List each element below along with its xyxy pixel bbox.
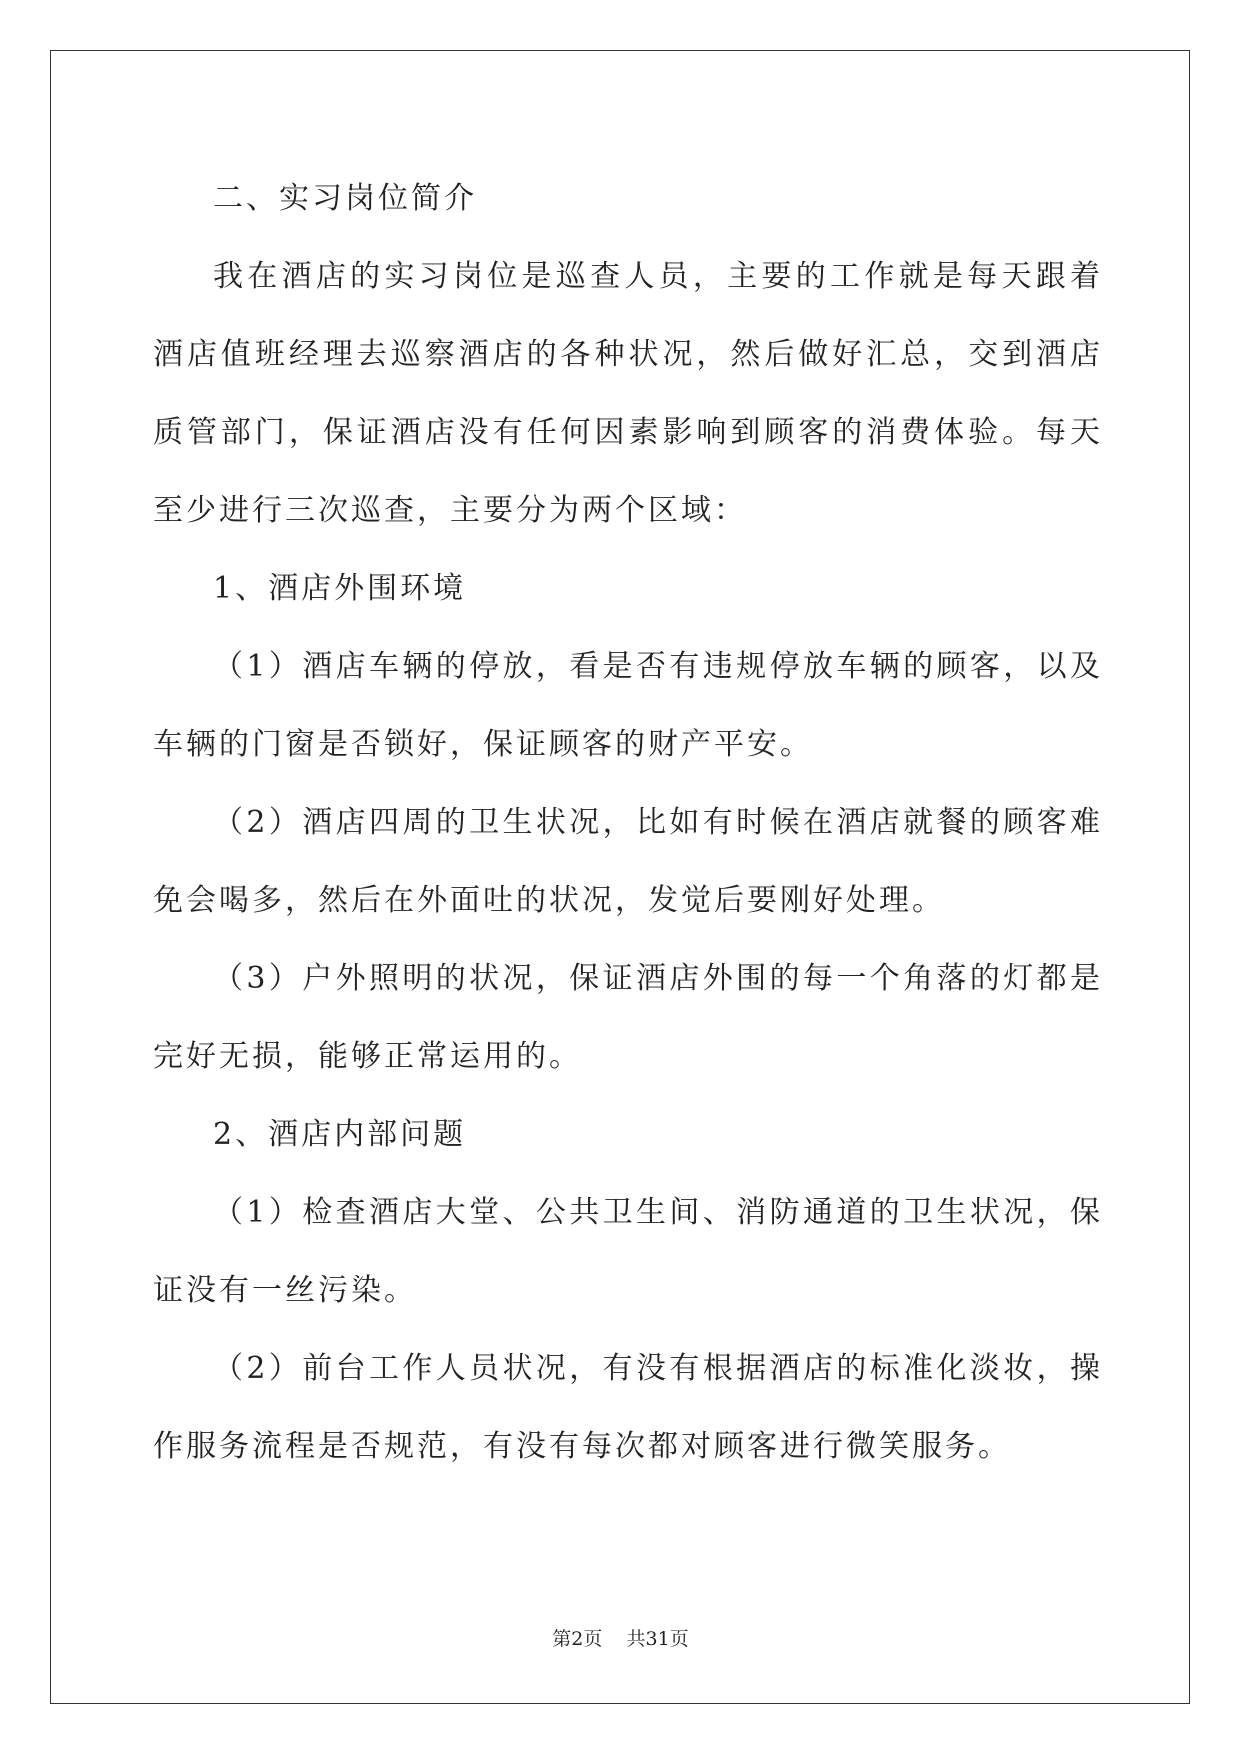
page-total: 共31页 (626, 1628, 689, 1650)
page-footer (0, 1624, 1241, 1651)
paragraph: （3）户外照明的状况，保证酒店外围的每一个角落的灯都是完好无损，能够正常运用的。 (153, 961, 1103, 1074)
paragraph: （1）酒店车辆的停放，看是否有违规停放车辆的顾客，以及车辆的门窗是否锁好，保证顾客的财产平安。 (153, 649, 1103, 762)
page-number: 第2页 (552, 1628, 603, 1650)
paragraph: （2）前台工作人员状况，有没有根据酒店的标准化淡妆，操作服务流程是否规范，有没有每次都对顾客进行微笑服务。 (153, 1351, 1103, 1464)
paragraph: 我在酒店的实习岗位是巡查人员，主要的工作就是每天跟着酒店值班经理去巡察酒店的各种状况，然后做好汇总，交到酒店质管部门，保证酒店没有任何因素影响到顾客的消费体验。每天至少进行三次巡查，主要分为两个区域： (153, 259, 1103, 528)
subsection-heading: 2、酒店内部问题 (213, 1117, 467, 1152)
paragraph: （1）检查酒店大堂、公共卫生间、消防通道的卫生状况，保证没有一丝污染。 (153, 1195, 1103, 1308)
document-body (153, 160, 1103, 1486)
paragraph: （2）酒店四周的卫生状况，比如有时候在酒店就餐的顾客难免会喝多，然后在外面吐的状况，发觉后要刚好处理。 (153, 805, 1103, 918)
subsection-heading: 1、酒店外围环境 (213, 571, 467, 606)
section-heading: 二、实习岗位简介 (213, 181, 477, 216)
